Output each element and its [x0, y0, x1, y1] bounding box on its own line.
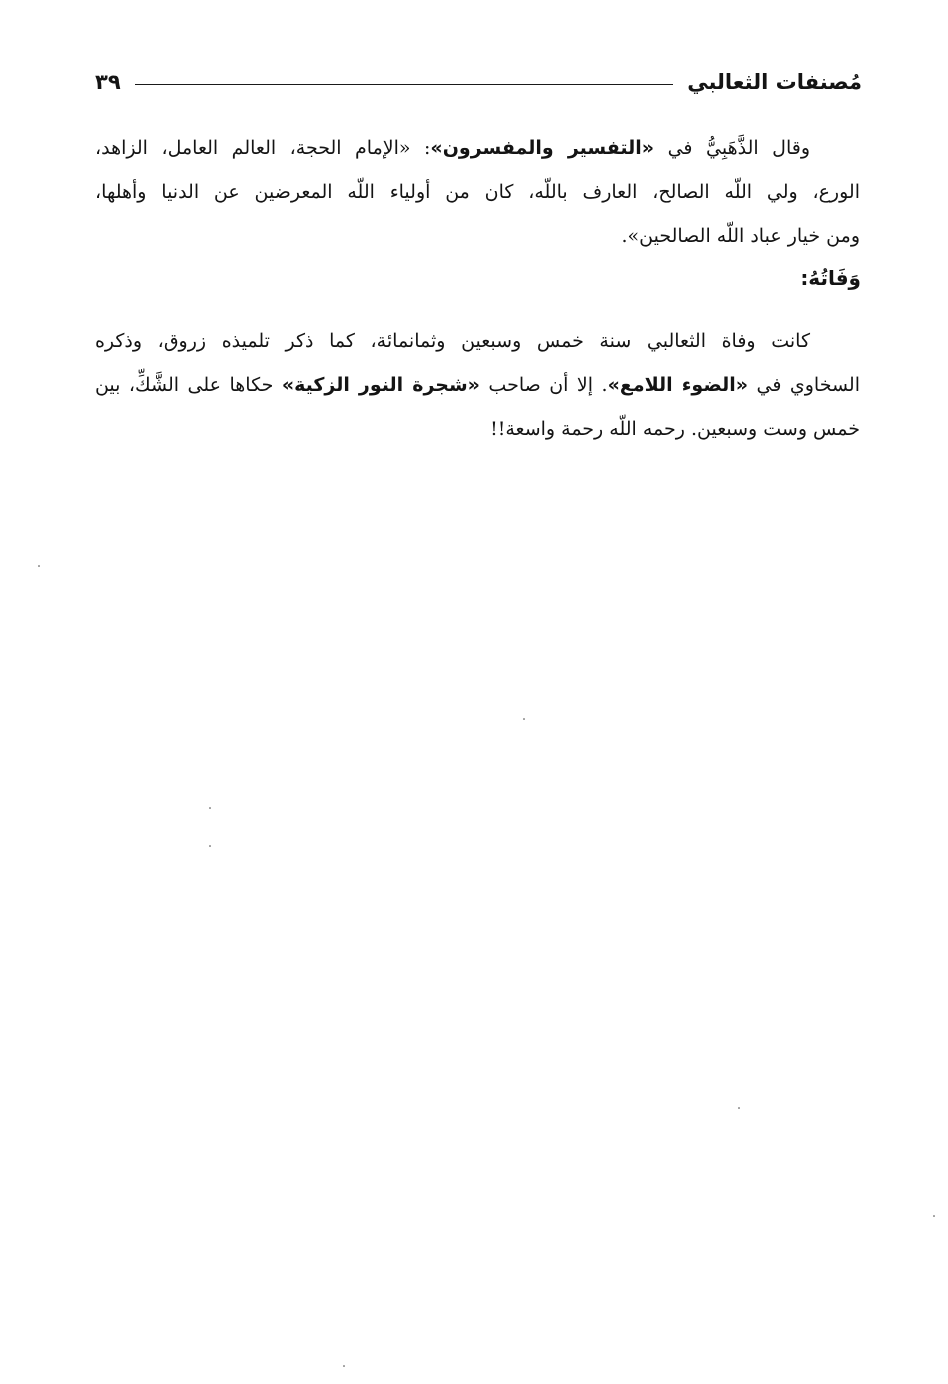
- text-line: ومن خيار عباد اللّه الصالحين».: [621, 225, 860, 247]
- book-title-shajarat: «شجرة النور الزكية»: [281, 374, 480, 396]
- text-run: السخاوي في: [748, 374, 860, 396]
- speck: [933, 1215, 935, 1217]
- speck: [523, 718, 525, 720]
- running-title: مُصنفات الثعالبي: [687, 70, 862, 94]
- speck: [209, 807, 211, 809]
- text-run: حكاها على الشَّكِّ، بين: [94, 374, 282, 396]
- text-line: [95, 126, 860, 170]
- paragraph-death: [95, 319, 860, 451]
- book-title-tafsir: «التفسير والمفسرون»: [430, 137, 655, 159]
- text-run: : «الإمام الحجة، العالم العامل، الزاهد،: [95, 137, 431, 159]
- text-line: [95, 363, 860, 407]
- text-run: . إلا أن صاحب: [479, 374, 608, 396]
- speck: [738, 1107, 740, 1109]
- header-rule: [135, 84, 674, 85]
- paragraph-dhahabi-quote: [95, 126, 860, 258]
- speck: [209, 845, 211, 847]
- text-line: خمس وست وسبعين. رحمه اللّه رحمة واسعة!!: [490, 418, 860, 440]
- text-line: كانت وفاة الثعالبي سنة خمس وسبعين وثمانمائة، كما ذكر تلميذه زروق، وذكره: [94, 330, 810, 352]
- running-header: [95, 62, 862, 102]
- text-run: وقال الذَّهَبِيُّ في: [654, 137, 810, 159]
- speck: [38, 565, 40, 567]
- text-line: الورع، ولي اللّه الصالح، العارف باللّه، كان من أولياء اللّه المعرضين عن الدنيا وأهلها،: [95, 181, 860, 203]
- section-heading-death: وَفَاتُهُ:: [800, 266, 861, 290]
- page-number: ٣٩: [95, 70, 121, 94]
- book-title-daw: «الضوء اللامع»: [607, 374, 748, 396]
- speck: [343, 1365, 345, 1367]
